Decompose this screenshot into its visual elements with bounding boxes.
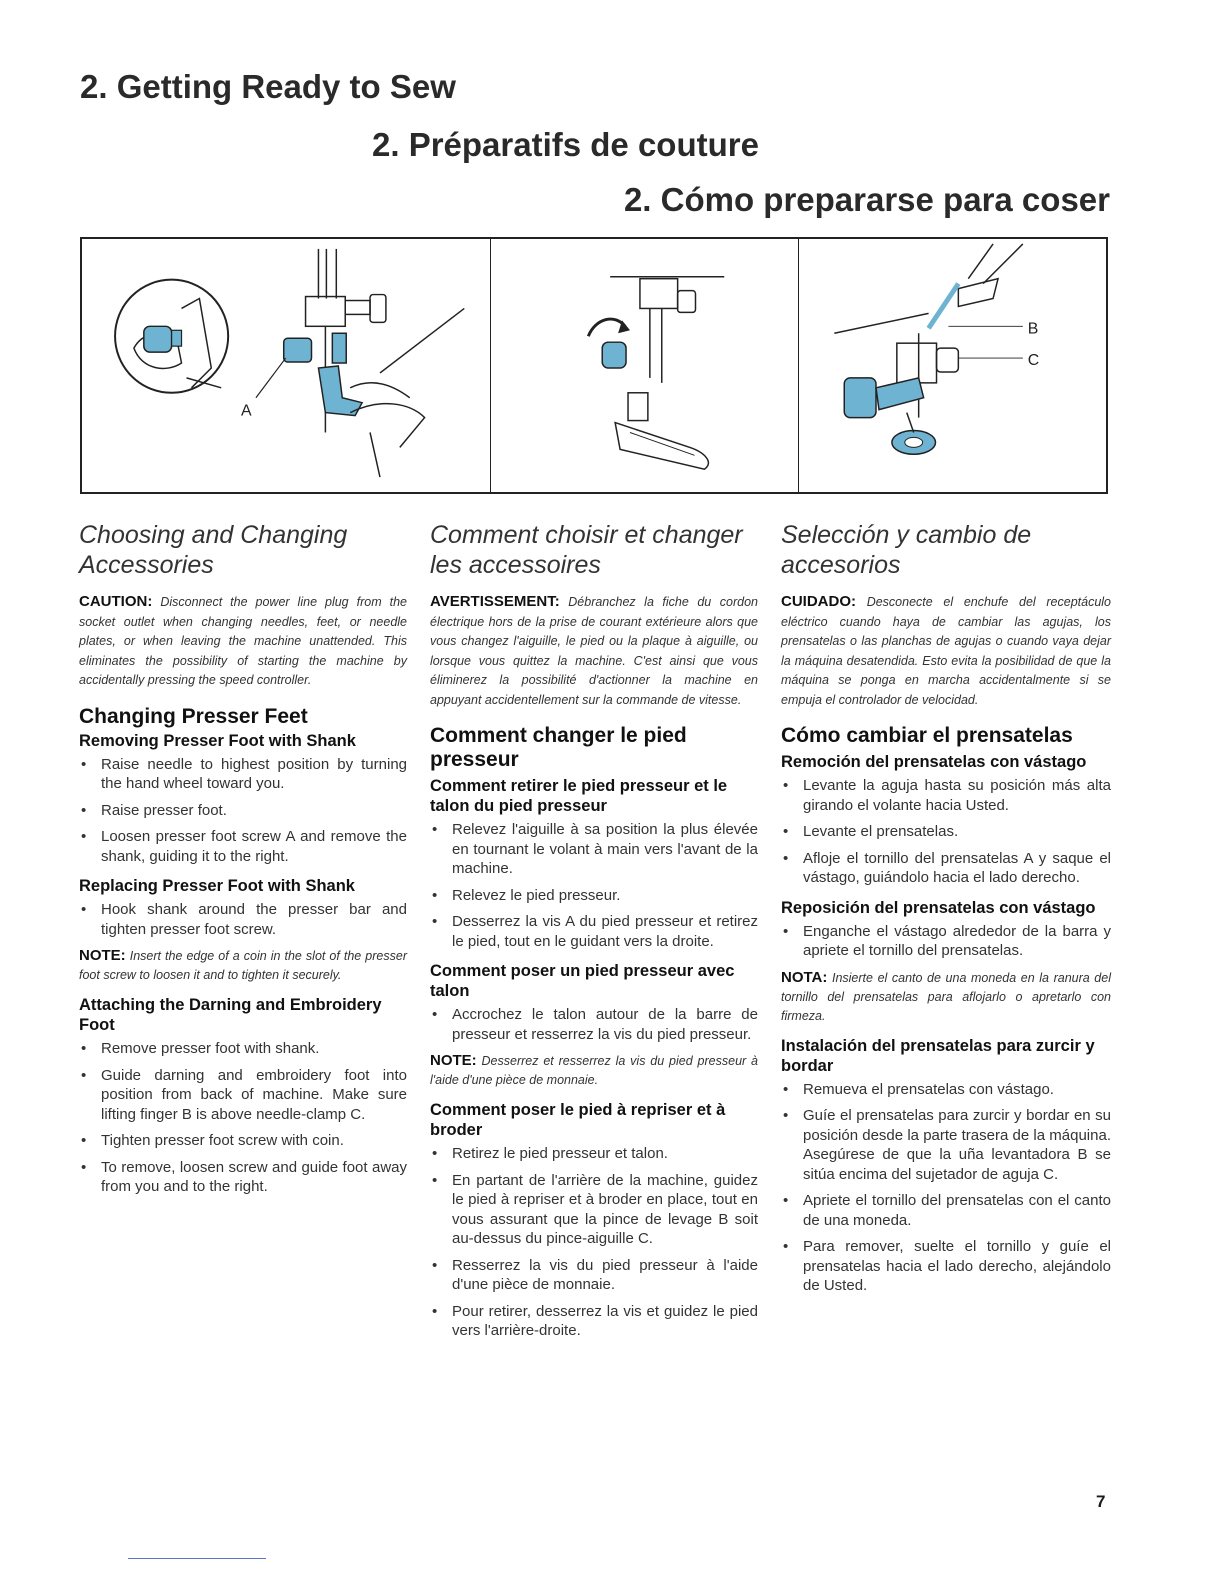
note-text: Insert the edge of a coin in the slot of the presser foot screw to loosen it and to tighten it securely. bbox=[79, 949, 407, 982]
note-paragraph bbox=[79, 946, 407, 985]
removing-list bbox=[430, 820, 758, 951]
note-label: NOTE: bbox=[430, 1052, 477, 1069]
list-item: • Guide darning and embroidery foot into position from back of machine. Make sure lifting finger B is above needle-clamp C. bbox=[79, 1066, 407, 1125]
list-item: • Desserrez la vis A du pied presseur et retirez le pied, tout en le guidant vers la droite. bbox=[430, 912, 758, 951]
list-item: • Retirez le pied presseur et talon. bbox=[430, 1144, 758, 1164]
list-item: • Raise needle to highest position by turning the hand wheel toward you. bbox=[79, 755, 407, 794]
heading-attaching: Comment poser le pied à repriser et à broder bbox=[430, 1101, 726, 1139]
list-item: • En partant de l'arrière de la machine, guidez le pied à repriser et à broder en place, tout en vous assurant que la pince de levage B soit au-dessus du pince-aiguille C. bbox=[430, 1171, 758, 1249]
label-b: B bbox=[1028, 320, 1039, 338]
list-item: • Para remover, suelte el tornillo y guíe el prensatelas hacia el lado derecho, alejándolo de Usted. bbox=[781, 1237, 1111, 1296]
note-label: NOTE: bbox=[79, 947, 126, 964]
note-paragraph bbox=[781, 968, 1111, 1026]
figure-panel-remove-foot bbox=[82, 239, 491, 492]
note-text: Insierte el canto de una moneda en la ranura del tornillo del prensatelas para aflojarlo o apretarlo con firmeza. bbox=[781, 970, 1111, 1023]
heading-removing: Comment retirer le pied presseur et le talon du pied presseur bbox=[430, 777, 728, 815]
attaching-list bbox=[430, 1144, 758, 1341]
list-item: • Hook shank around the presser bar and tighten presser foot screw. bbox=[79, 900, 407, 939]
column-spanish bbox=[781, 520, 1111, 1303]
heading-removing: Remoción del prensatelas con vástago bbox=[781, 753, 1087, 771]
column-french bbox=[430, 520, 758, 1348]
list-item: • Levante el prensatelas. bbox=[781, 822, 1111, 842]
list-item: • Remueva el prensatelas con vástago. bbox=[781, 1080, 1111, 1100]
attaching-list bbox=[781, 1080, 1111, 1296]
caution-text: Disconnect the power line plug from the socket outlet when changing needles, feet, or needle plates, or when leaving the machine unattended. This eliminates the possibility of starting the machine by accidentally pressing the speed controller. bbox=[79, 595, 407, 687]
heading-attaching: Attaching the Darning and Embroidery Foot bbox=[79, 996, 382, 1034]
heading-attaching: Instalación del prensatelas para zurcir y bordar bbox=[781, 1036, 1095, 1075]
list-item: • Loosen presser foot screw A and remove the shank, guiding it to the right. bbox=[79, 827, 407, 866]
section-title: Selección y cambio de accesorios bbox=[781, 521, 1032, 579]
remove-foot-illustration bbox=[82, 239, 490, 492]
figure-panel-presser-foot bbox=[491, 239, 799, 492]
replacing-list bbox=[79, 900, 407, 939]
removing-list bbox=[79, 755, 407, 867]
heading-replacing: Reposición del prensatelas con vástago bbox=[781, 898, 1096, 917]
caution-label: CUIDADO: bbox=[781, 593, 856, 610]
attaching-list bbox=[79, 1039, 407, 1197]
label-c: C bbox=[1028, 352, 1040, 370]
presser-foot-illustration bbox=[491, 239, 798, 492]
caution-paragraph bbox=[430, 592, 758, 710]
heading-changing-presser-feet: Cómo cambiar el prensatelas bbox=[781, 724, 1073, 747]
removing-list bbox=[781, 776, 1111, 888]
list-item: • Enganche el vástago alrededor de la barra y apriete el tornillo del prensatelas. bbox=[781, 922, 1111, 961]
list-item: • Guíe el prensatelas para zurcir y bordar en su posición desde la parte trasera de la máquina. Asegúrese de que la uña levantadora B se sitúa encima del sujetador de aguja C. bbox=[781, 1106, 1111, 1184]
title-spanish: 2. Cómo prepararse para coser bbox=[623, 181, 1110, 218]
footer-rule bbox=[128, 1558, 266, 1559]
note-paragraph bbox=[430, 1051, 758, 1090]
section-title: Comment choisir et changer les accessoires bbox=[430, 521, 743, 579]
list-item: • Pour retirer, desserrez la vis et guidez le pied vers l'arrière-droite. bbox=[430, 1302, 758, 1341]
list-item: • To remove, loosen screw and guide foot away from you and to the right. bbox=[79, 1158, 407, 1197]
heading-changing-presser-feet: Changing Presser Feet bbox=[79, 704, 308, 728]
note-text: Desserrez et resserrez la vis du pied presseur à l'aide d'une pièce de monnaie. bbox=[430, 1054, 758, 1087]
list-item: • Relevez le pied presseur. bbox=[430, 886, 758, 906]
replacing-list bbox=[430, 1005, 758, 1044]
heading-replacing: Comment poser un pied presseur avec talon bbox=[430, 962, 735, 1000]
list-item: • Raise presser foot. bbox=[79, 801, 407, 821]
caution-paragraph bbox=[781, 592, 1111, 710]
darning-foot-illustration bbox=[799, 239, 1106, 492]
title-english: 2. Getting Ready to Sew bbox=[80, 68, 456, 105]
page-number: 7 bbox=[1096, 1492, 1106, 1511]
list-item: • Levante la aguja hasta su posición más alta girando el volante hacia Usted. bbox=[781, 776, 1111, 815]
heading-replacing: Replacing Presser Foot with Shank bbox=[79, 877, 355, 895]
caution-label: AVERTISSEMENT: bbox=[430, 593, 560, 610]
section-title: Choosing and Changing Accessories bbox=[79, 521, 348, 579]
list-item: • Tighten presser foot screw with coin. bbox=[79, 1131, 407, 1151]
caution-text: Débranchez la fiche du cordon électrique hors de la prise de courant extérieure alors que vous changez l'aiguille, le pied ou la plaque à aiguille, ou lorsque vous quittez la machine. C'est ainsi que vous éliminerez la possibilité d'actionner la machine en appuyant accidentellement sur la commande de vitesse. bbox=[430, 595, 758, 707]
caution-paragraph bbox=[79, 592, 407, 691]
list-item: • Afloje el tornillo del prensatelas A y saque el vástago, guiándolo hacia el lado derecho. bbox=[781, 849, 1111, 888]
list-item: • Remove presser foot with shank. bbox=[79, 1039, 407, 1059]
note-label: NOTA: bbox=[781, 968, 828, 986]
figure-panel-darning-foot bbox=[799, 239, 1106, 492]
list-item: • Relevez l'aiguille à sa position la plus élevée en tournant le volant à main vers l'avant de la machine. bbox=[430, 820, 758, 879]
replacing-list bbox=[781, 922, 1111, 961]
list-item: • Resserrez la vis du pied presseur à l'aide d'une pièce de monnaie. bbox=[430, 1256, 758, 1295]
heading-removing: Removing Presser Foot with Shank bbox=[79, 731, 356, 750]
column-english bbox=[79, 520, 407, 1204]
caution-label: CAUTION: bbox=[79, 593, 153, 610]
heading-changing-presser-feet: Comment changer le pied presseur bbox=[430, 724, 687, 771]
list-item: • Apriete el tornillo del prensatelas con el canto de una moneda. bbox=[781, 1191, 1111, 1230]
caution-text: Desconecte el enchufe del receptáculo eléctrico cuando haya de cambiar las agujas, los prensatelas o las planchas de agujas o cuando vaya dejar la máquina desatendida. Esto evita la posibilidad de que la máquina se ponga en marcha accidentalmente si se empuja el controlador de velocidad. bbox=[781, 595, 1111, 707]
label-a: A bbox=[241, 402, 252, 420]
list-item: • Accrochez le talon autour de la barre de presseur et resserrez la vis du pied presseur. bbox=[430, 1005, 758, 1044]
illustration-strip bbox=[80, 237, 1108, 494]
title-french: 2. Préparatifs de couture bbox=[372, 126, 759, 163]
